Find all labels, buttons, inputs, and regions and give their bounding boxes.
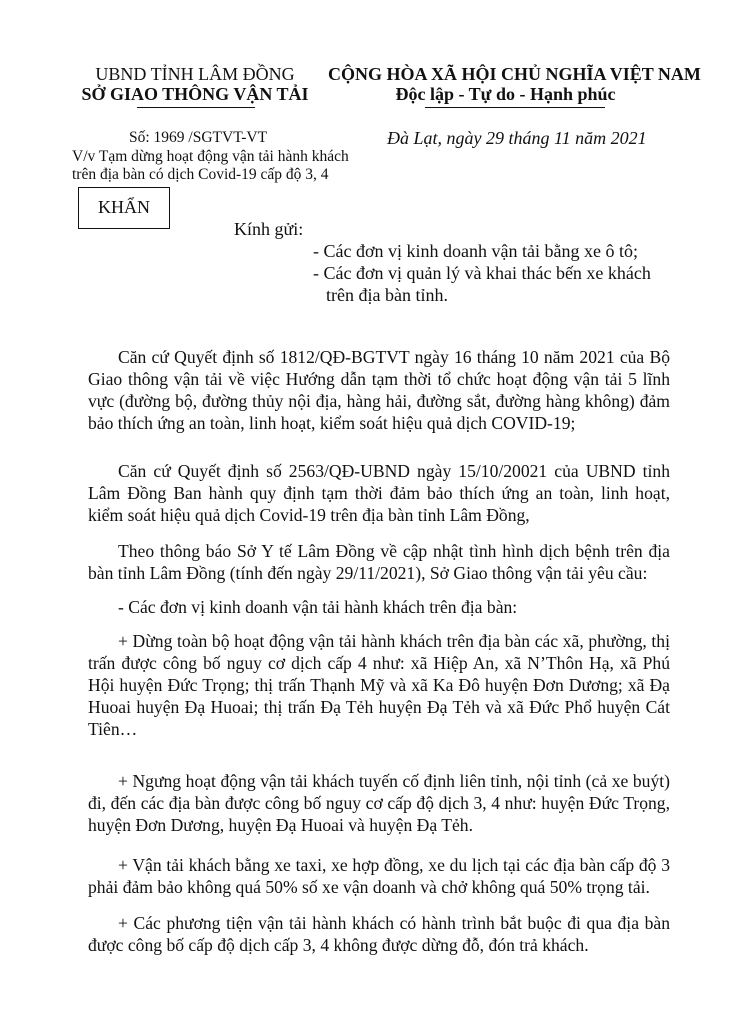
nation-name: CỘNG HÒA XÃ HỘI CHỦ NGHĨA VIỆT NAM [328,64,701,84]
paragraph-6-block [88,770,670,836]
paragraph-4: - Các đơn vị kinh doanh vận tải hành khách trên địa bàn: [118,597,518,617]
subject-line-1: V/v Tạm dừng hoạt động vận tải hành khách [72,148,349,165]
paragraph-1: Căn cứ Quyết định số 1812/QĐ-BGTVT ngày 16 tháng 10 năm 2021 của Bộ Giao thông vận tải về việc Hướng dẫn tạm thời tổ chức hoạt động vận tải 5 lĩnh vực (đường bộ, đường thủy nội địa, hàng hải, đường sắt, đường hàng không) đảm bảo thích ứng an toàn, linh hoạt, kiểm soát hiệu quả dịch COVID-19; [88,347,670,433]
urgent-stamp: KHẨN [78,187,170,229]
paragraph-7: + Vận tải khách bằng xe taxi, xe hợp đồng, xe du lịch tại các địa bàn cấp độ 3 phải đảm bảo không quá 50% số xe vận doanh và chở không quá 50% trọng tải. [88,855,670,897]
recipient-3: trên địa bàn tỉnh. [326,285,448,305]
recipient-2: - Các đơn vị quản lý và khai thác bến xe khách [313,263,651,283]
subject-line-2: trên địa bàn có dịch Covid-19 cấp độ 3, 4 [72,166,329,183]
paragraph-2: Căn cứ Quyết định số 2563/QĐ-UBND ngày 15/10/20021 của UBND tỉnh Lâm Đồng Ban hành quy định tạm thời đảm bảo thích ứng an toàn, linh hoạt, kiểm soát hiệu quả dịch Covid-19 trên địa bàn tỉnh Lâm Đồng, [88,461,670,525]
department-name: SỞ GIAO THÔNG VẬN TẢI [81,84,309,104]
paragraph-1-block [88,346,670,434]
paragraph-4-block [88,596,670,618]
agency-underline [137,107,255,108]
agency-name: UBND TỈNH LÂM ĐỒNG [95,64,295,84]
paragraph-8-block [88,912,670,956]
nation-motto: Độc lập - Tự do - Hạnh phúc [395,84,616,104]
document-date: Đà Lạt, ngày 29 tháng 11 năm 2021 [387,128,647,148]
paragraph-7-block [88,854,670,898]
recipient-1: - Các đơn vị kinh doanh vận tải bằng xe ô tô; [313,241,638,261]
greeting: Kính gửi: [234,219,304,239]
paragraph-2-block [88,460,670,526]
paragraph-8: + Các phương tiện vận tải hành khách có hành trình bắt buộc đi qua địa bàn được công bố cấp độ dịch cấp 3, 4 không được dừng đỗ, đón trả khách. [88,913,670,955]
document-number: Số: 1969 /SGTVT-VT [129,129,268,146]
motto-underline [425,107,605,108]
paragraph-5: + Dừng toàn bộ hoạt động vận tải hành khách trên địa bàn các xã, phường, thị trấn được công bố nguy cơ dịch cấp 4 như: xã Hiệp An, xã N’Thôn Hạ, xã Phú Hội huyện Đức Trọng; thị trấn Thạnh Mỹ và xã Ka Đô huyện Đơn Dương; xã Đạ Huoai huyện Đạ Huoai; thị trấn Đạ Tẻh huyện Đạ Tẻh và xã Đức Phổ huyện Cát Tiên… [88,631,670,739]
paragraph-3: Theo thông báo Sở Y tế Lâm Đồng về cập nhật tình hình dịch bệnh trên địa bàn tỉnh Lâm Đồng (tính đến ngày 29/11/2021), Sở Giao thông vận tải yêu cầu: [88,541,670,583]
paragraph-5-block [88,630,670,740]
paragraph-6: + Ngưng hoạt động vận tải khách tuyến cố định liên tỉnh, nội tỉnh (cả xe buýt) đi, đến các địa bàn được công bố nguy cơ cấp độ dịch 3, 4 như: huyện Đức Trọng, huyện Đơn Dương, huyện Đạ Huoai và huyện Đạ Tẻh. [88,771,670,835]
paragraph-3-block [88,540,670,584]
